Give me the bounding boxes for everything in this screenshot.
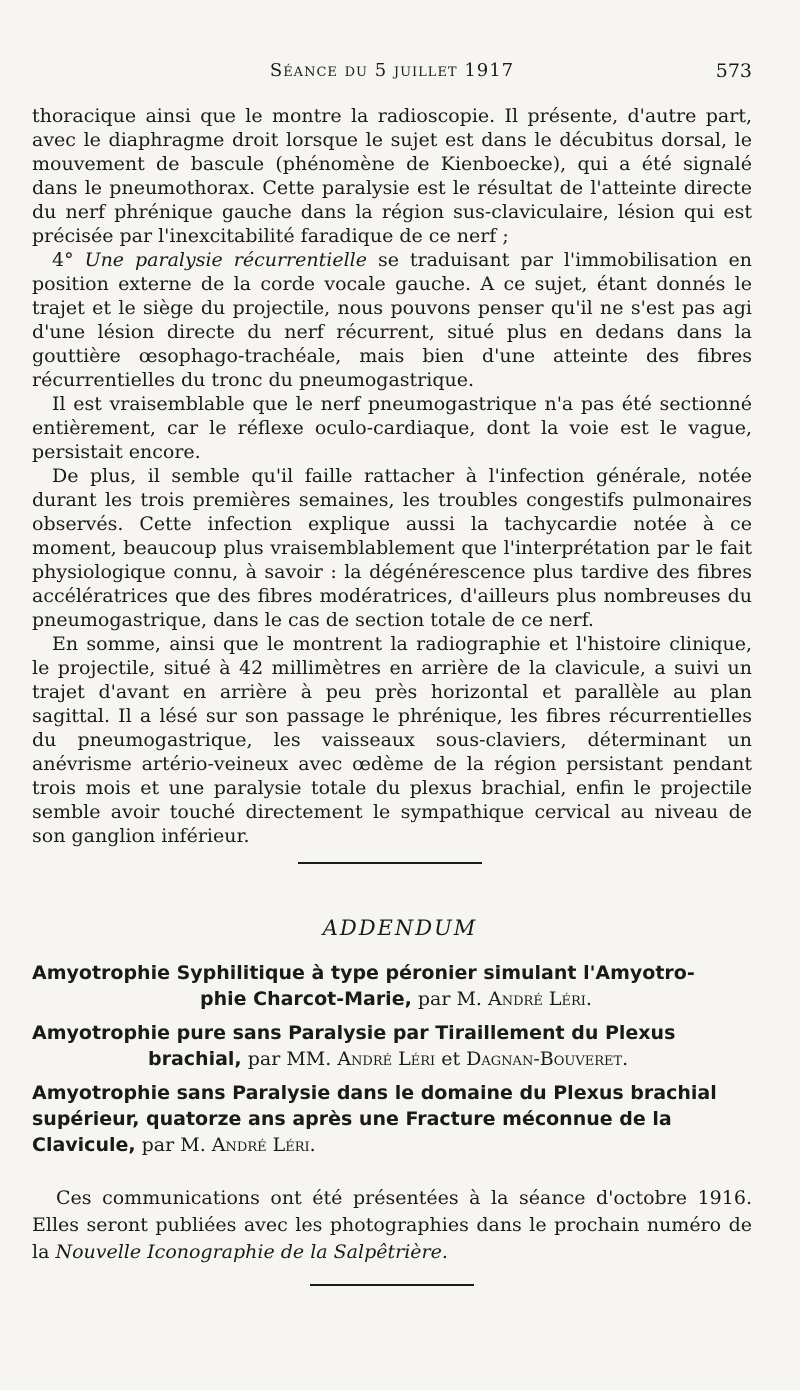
closing-text: Ces communications ont été présentées à la séance d'octobre 1916. Elles seront publiées avec les photographies dans le prochain numéro de la — [32, 1187, 752, 1263]
journal-title: Nouvelle Iconographie de la Salpêtrière. — [55, 1241, 448, 1263]
paragraph: thoracique ainsi que le montre la radioscopie. Il présente, d'autre part, avec le diaphragme droit lorsque le sujet est dans le décubitus dorsal, le mouvement de bascule (phénomène de Kienboecke), qui a été signalé dans le pneumothorax. Cette paralysie est le résultat de l'atteinte directe du nerf phrénique gauche dans la région sus-claviculaire, lésion qui est précisée par l'inexcitabilité faradique de ce nerf ; — [32, 105, 752, 247]
running-title: Séance du 5 juillet 1917 — [269, 60, 515, 81]
page-number: 573 — [715, 60, 752, 82]
paragraph: En somme, ainsi que le montrent la radiographie et l'histoire clinique, le projectile, situé à 42 millimètres en arrière de la clavicule, a suivi un trajet d'avant en arrière à peu près horizontal et parallèle au plan sagittal. Il a lésé sur son passage le phrénique, les fibres récurrentielles du pneumogastrique, les vaisseaux sous-claviers, déterminant un anévrisme artério-veineux avec œdème de la région persistant pendant trois mois et une paralysie totale du plexus brachial, enfin le projectile semble avoir touché directement le sympathique cervical au niveau de son ganglion inférieur. — [32, 633, 752, 847]
body-text — [32, 104, 752, 848]
section-divider — [298, 862, 482, 864]
paragraph-text: se traduisant par l'immobilisation en position externe de la corde vocale gauche. A ce sujet, étant donnés le trajet et le siège du projectile, nous pouvons penser qu'il ne s'est pas agi d'une lésion directe du nerf récurrent, situé plus en dedans dans la gouttière œsophago-trachéale, mais bien d'une atteinte des fibres récurrentielles du tronc du pneumogastrique. — [32, 249, 753, 391]
paragraph-item-4 — [32, 248, 752, 392]
entry-by: par M. — [141, 1134, 206, 1156]
paragraph: De plus, il semble qu'il faille rattacher à l'infection générale, notée durant les trois premières semaines, les troubles congestifs pulmonaires observés. Cette infection explique aussi la tachycardie notée à ce moment, beaucoup plus vraisemblablement que l'interprétation par le fait physiologique connu, à savoir : la dégénérescence plus tardive des fibres accélératrices que des fibres modératrices, d'ailleurs plus nombreuses du pneumogastrique, dans le cas de section totale de ce nerf. — [32, 465, 752, 631]
entry-title: Amyotrophie Syphilitique à type péronier simulant l'Amyotro- — [32, 962, 695, 984]
item-number: 4° — [52, 249, 74, 271]
page-header — [32, 60, 752, 90]
closing-paragraph — [32, 1185, 752, 1266]
entry-title-cont: phie Charcot-Marie, — [200, 988, 412, 1010]
entry-title: Amyotrophie pure sans Paralysie par Tiraillement du Plexus — [32, 1022, 676, 1044]
entry-and: et — [441, 1048, 461, 1070]
item-lead: Une paralysie récurrentielle — [84, 249, 367, 271]
addendum-entry — [32, 1020, 752, 1072]
entry-author: André Léri — [337, 1048, 436, 1070]
entry-author-2: Dagnan-Bouveret. — [466, 1048, 629, 1070]
addendum-entry — [32, 960, 752, 1012]
entry-title: Amyotrophie sans Paralysie dans le domaine du Plexus brachial supérieur, quatorze ans après une Fracture méconnue de la Clavicule, — [32, 1082, 717, 1156]
end-divider — [310, 1284, 474, 1286]
addendum-entry — [32, 1080, 752, 1158]
entry-by: par M. — [417, 988, 482, 1010]
entry-by: par MM. — [247, 1048, 332, 1070]
addendum-title: ADDENDUM — [322, 916, 478, 940]
entry-author: André Léri. — [488, 988, 592, 1010]
paragraph: Il est vraisemblable que le nerf pneumogastrique n'a pas été sectionné entièrement, car le réflexe oculo-cardiaque, dont la voie est le vague, persistait encore. — [32, 393, 752, 463]
entry-author: André Léri. — [211, 1134, 316, 1156]
addendum-entries — [32, 960, 752, 1166]
entry-title-cont: brachial, — [148, 1048, 242, 1070]
